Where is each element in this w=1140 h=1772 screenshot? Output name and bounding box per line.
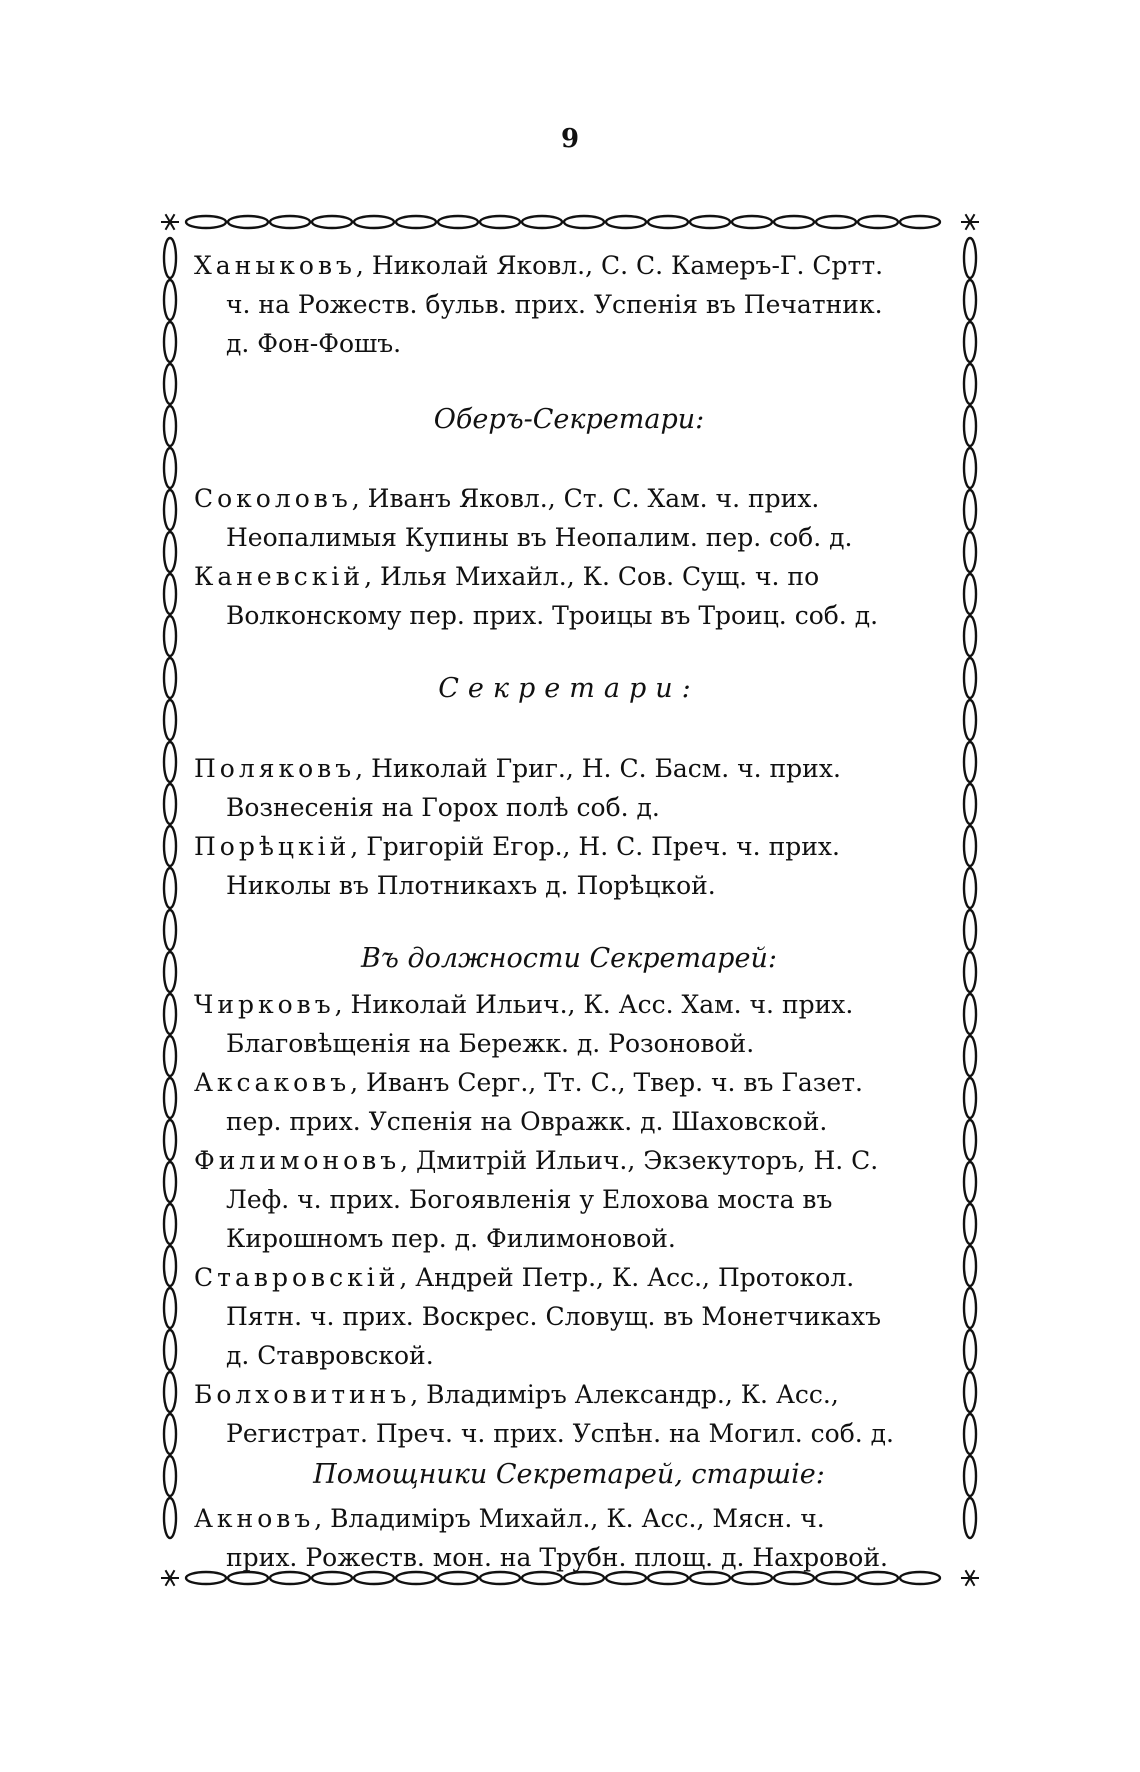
entry-line: прих. Рожеств. мон. на Трубн. площ. д. Нахровой. <box>226 1543 888 1572</box>
border-link <box>164 1330 176 1370</box>
entry-first-line: , Владиміръ Михайл., К. Асс., Мясн. ч. <box>314 1504 825 1533</box>
border-link <box>964 448 976 488</box>
border-link <box>964 910 976 950</box>
border-link <box>964 280 976 320</box>
border-link <box>964 1456 976 1496</box>
border-link <box>164 616 176 656</box>
border-link <box>164 490 176 530</box>
border-link <box>964 1120 976 1160</box>
border-link <box>964 1330 976 1370</box>
border-link <box>480 216 520 228</box>
border-link <box>164 1498 176 1538</box>
entry-surname: Ханыковъ <box>194 251 356 280</box>
entry-line: Кирошномъ пер. д. Филимоновой. <box>226 1224 676 1253</box>
border-link <box>564 216 604 228</box>
border-link <box>964 322 976 362</box>
border-link <box>964 1288 976 1328</box>
entry-first-line: , Григорій Егор., Н. С. Преч. ч. прих. <box>350 832 840 861</box>
entry-first-line: , Владиміръ Александр., К. Асс., <box>410 1380 839 1409</box>
border-link <box>964 1372 976 1412</box>
border-link <box>164 364 176 404</box>
border-link <box>164 1414 176 1454</box>
entry-stavrovsky <box>194 1258 944 1375</box>
border-link <box>164 1372 176 1412</box>
border-link <box>964 490 976 530</box>
border-link <box>964 1078 976 1118</box>
border-link <box>964 700 976 740</box>
entry-surname: Ставровскій <box>194 1263 400 1292</box>
border-link <box>964 742 976 782</box>
entry-line: Неопалимыя Купины въ Неопалим. пер. соб. д. <box>226 523 853 552</box>
border-link <box>164 238 176 278</box>
border-link <box>964 868 976 908</box>
section-heading: Секретари: <box>438 673 700 704</box>
entry-khanykov <box>194 246 944 363</box>
entry-line: ч. на Рожеств. бульв. прих. Успенія въ Печатник. <box>226 290 883 319</box>
border-link <box>964 784 976 824</box>
entry-first-line: , Иванъ Яковл., Ст. С. Хам. ч. прих. <box>351 484 820 513</box>
entry-poretsky <box>194 827 944 905</box>
border-link <box>164 868 176 908</box>
entry-line: Благовѣщенія на Бережк. д. Розоновой. <box>226 1029 755 1058</box>
border-link <box>964 238 976 278</box>
border-link <box>774 216 814 228</box>
section-heading: Помощники Секретарей, старшіе: <box>313 1459 825 1490</box>
entry-first-line: , Николай Григ., Н. С. Басм. ч. прих. <box>355 754 841 783</box>
border-link <box>964 574 976 614</box>
border-link <box>396 216 436 228</box>
entry-first-line: , Николай Яковл., С. С. Камеръ-Г. Сртт. <box>355 251 884 280</box>
entry-aknov <box>194 1499 944 1577</box>
border-link <box>900 216 940 228</box>
entry-line: Пятн. ч. прих. Воскрес. Словущ. въ Монетчикахъ <box>226 1302 882 1331</box>
border-link <box>164 1288 176 1328</box>
border-link <box>964 826 976 866</box>
entry-surname: Чирковъ <box>194 990 335 1019</box>
border-link <box>164 784 176 824</box>
border-link <box>964 364 976 404</box>
border-link <box>164 1456 176 1496</box>
border-link <box>816 216 856 228</box>
entry-line: Волконскому пер. прих. Троицы въ Троиц. соб. д. <box>226 601 879 630</box>
border-link <box>964 1204 976 1244</box>
border-link <box>964 1414 976 1454</box>
border-link <box>164 322 176 362</box>
entry-line: пер. прих. Успенія на Овражк. д. Шаховской. <box>226 1107 828 1136</box>
border-link <box>186 216 226 228</box>
entry-surname: Болховитинъ <box>194 1380 411 1409</box>
entry-aksakov <box>194 1063 944 1141</box>
border-link <box>964 994 976 1034</box>
section-heading: Оберъ-Секретари: <box>433 404 705 435</box>
border-link <box>964 1162 976 1202</box>
entry-line: Леф. ч. прих. Богоявленія у Елохова моста въ <box>226 1185 833 1214</box>
entry-polyakov <box>194 749 944 827</box>
border-link <box>164 1036 176 1076</box>
border-link <box>964 1246 976 1286</box>
entry-surname: Аксаковъ <box>194 1068 351 1097</box>
entry-filimonov <box>194 1141 944 1258</box>
border-link <box>164 910 176 950</box>
entry-surname: Поляковъ <box>194 754 356 783</box>
entry-line: Вознесенія на Горох полѣ соб. д. <box>226 793 660 822</box>
border-link <box>606 216 646 228</box>
border-link <box>964 406 976 446</box>
border-link <box>438 216 478 228</box>
border-link <box>164 952 176 992</box>
border-link <box>164 1120 176 1160</box>
page-number: 9 <box>560 124 580 154</box>
entry-sokolov <box>194 479 944 557</box>
border-link <box>690 216 730 228</box>
border-link <box>312 216 352 228</box>
entry-line: Николы въ Плотникахъ д. Порѣцкой. <box>226 871 716 900</box>
border-link <box>522 216 562 228</box>
border-link <box>964 1498 976 1538</box>
entry-line: Регистрат. Преч. ч. прих. Успѣн. на Могил. соб. д. <box>226 1419 895 1448</box>
border-link <box>164 742 176 782</box>
entry-surname: Каневскій <box>194 562 365 591</box>
border-link <box>228 216 268 228</box>
entry-bolkhovitin <box>194 1375 944 1453</box>
border-link <box>732 216 772 228</box>
border-link <box>164 406 176 446</box>
section-heading: Въ должности Секретарей: <box>361 943 777 974</box>
entry-first-line: , Илья Михайл., К. Сов. Сущ. ч. по <box>364 562 820 591</box>
entry-first-line: , Дмитрій Ильич., Экзекуторъ, Н. С. <box>400 1146 879 1175</box>
border-link <box>964 1036 976 1076</box>
entry-surname: Порѣцкій <box>194 832 351 861</box>
entry-surname: Филимоновъ <box>194 1146 401 1175</box>
entry-first-line: , Андрей Петр., К. Асс., Протокол. <box>399 1263 855 1292</box>
border-link <box>964 952 976 992</box>
border-link <box>964 532 976 572</box>
border-link <box>164 994 176 1034</box>
page-content <box>194 246 944 1577</box>
border-link <box>164 700 176 740</box>
border-link <box>164 532 176 572</box>
entry-chirkov <box>194 985 944 1063</box>
entry-line: д. Ставровской. <box>226 1341 434 1370</box>
border-link <box>354 216 394 228</box>
border-link <box>164 658 176 698</box>
border-link <box>164 574 176 614</box>
border-link <box>164 826 176 866</box>
entry-first-line: , Николай Ильич., К. Асс. Хам. ч. прих. <box>334 990 854 1019</box>
border-link <box>164 1204 176 1244</box>
border-link <box>270 216 310 228</box>
border-link <box>858 216 898 228</box>
border-link <box>164 1246 176 1286</box>
border-link <box>964 658 976 698</box>
border-link <box>164 1078 176 1118</box>
border-link <box>164 280 176 320</box>
entry-surname: Соколовъ <box>194 484 352 513</box>
entry-first-line: , Иванъ Серг., Тт. С., Твер. ч. въ Газет. <box>350 1068 864 1097</box>
entry-surname: Акновъ <box>194 1504 315 1533</box>
border-link <box>164 1162 176 1202</box>
entry-kanevsky <box>194 557 944 635</box>
border-link <box>648 216 688 228</box>
entry-line: д. Фон-Фошъ. <box>226 329 402 358</box>
border-link <box>164 448 176 488</box>
border-link <box>964 616 976 656</box>
